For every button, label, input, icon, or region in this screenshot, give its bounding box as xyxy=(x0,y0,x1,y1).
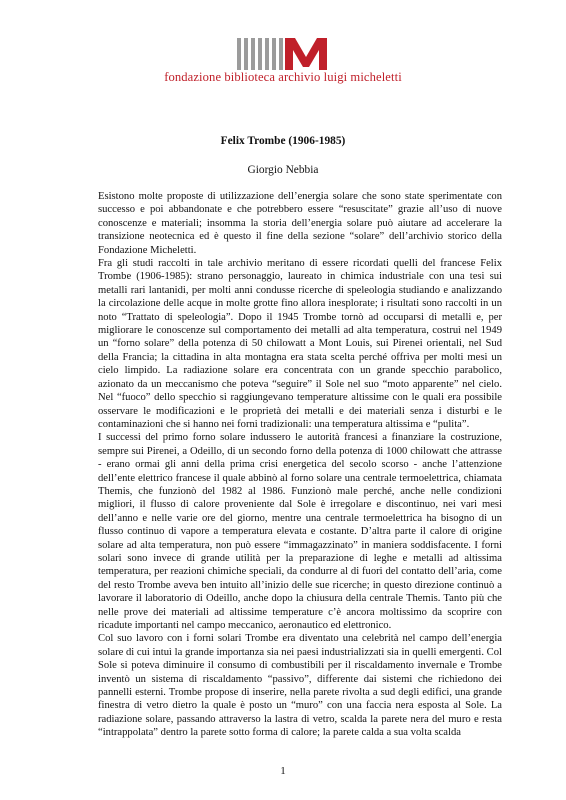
foundation-logo xyxy=(0,38,566,84)
logo-mark-icon xyxy=(237,38,329,70)
document-body xyxy=(98,190,502,740)
paragraph: I successi del primo forno solare indussero le autorità francesi a finanziare la costruzione, sempre sui Pirenei, a Odeillo, di un secondo forno della potenza di 1000 chilowatt che attrasse - erano ormai gli anni della prima crisi energetica del secolo scorso - anche l’attenzione dell’ente elettrico francese il quale abbinò al forno solare una centrale termoelettrica, chiamata Themis, che funzionò del 1982 al 1986. Funzionò male perché, anche nelle condizioni migliori, il flusso di calore proveniente dal Sole è irregolare e discontinuo, nei vari mesi dell’anno e nelle varie ore del giorno, mentre una centrale termoelettrica ha bisogno di un flusso continuo di vapore a temperatura elevata e costante. D’altra parte il calore di origine solare ad alta temperatura, non può essere “immagazzinato” in maniera soddisfacente. I forni solari sono invece di grande utilità per la preparazione di leghe e metalli ad altissima temperatura, per reazioni chimiche speciali, da condurre al di fuori del contatto dell’aria, come del resto Trombe aveva ben intuito all’inizio delle sue ricerche; in questo direzione continuò a lavorare il laboratorio di Odeillo, anche dopo la chiusura della centrale Themis. Tanto più che nelle prove dei materiali ad altissime temperature c’è ancora moltissimo da scoprire con ricadute importanti nel campo meccanico, aeronautico ed elettronico. xyxy=(98,432,502,631)
document-author: Giorgio Nebbia xyxy=(247,164,319,176)
paragraph: Fra gli studi raccolti in tale archivio meritano di essere ricordati quelli del francese Felix Trombe (1906-1985): strano personaggio, laureato in chimica industriale con una tesi sui metalli rari lantanidi, per molti anni condusse ricerche di speleologia studiando e analizzando la circolazione delle acque in molte grotte fino allora inesplorate; i risultati sono raccolti in un noto “Trattato di speleologia”. Dopo il 1945 Trombe tornò ad occuparsi di metalli e, per migliorare le conoscenze sul comportamento dei metalli ad alta temperatura, costruì nel 1949 un “forno solare” della potenza di 50 chilowatt a Mont Louis, sui Pirenei orientali, nel Sud della Francia; la cittadina in alta montagna era stata scelta perché offriva per molti mesi un cielo limpido. La radiazione solare era concentrata con un grande specchio parabolico, azionato da un meccanismo che poteva “seguire” il Sole nel suo “moto apparente” nel cielo. Nel “fuoco” dello specchio si raggiungevano temperature altissime con le quali era possibile osservare le modificazioni e le proprietà dei metalli e dei materiali senza i disturbi e le contaminazioni che si hanno nei forni tradizionali: una temperatura altissima e “pulita”. xyxy=(98,258,502,430)
page-number: 1 xyxy=(280,765,286,777)
paragraph: Col suo lavoro con i forni solari Trombe era diventato una celebrità nel campo dell’energia solare di cui intuì la grande importanza sia nei paesi industrializzati sia in quelli emergenti. Col Sole si poteva diminuire il consumo di combustibili per il riscaldamento invernale e Trombe inventò un sistema di riscaldamento “passivo”, differente dai sistemi che richiedono dei pannelli esterni. Trombe propose di inserire, nella parete rivolta a sud degli edifici, una grande finestra di vetro dietro la quale è posto un “muro” con una faccia nera esposta al Sole. La radiazione solare, passando attraverso la lastra di vetro, scalda la parete nera del muro e resta “intrappolata” dentro la parete sotto forma di calore; la parete calda a sua volta scalda xyxy=(98,633,502,739)
document-title: Felix Trombe (1906-1985) xyxy=(220,135,346,147)
paragraph: Esistono molte proposte di utilizzazione dell’energia solare che sono state sperimentate con successo e poi abbandonate e che potrebbero essere “resuscitate” grazie all’uso di nuove conoscenze e materiali; insomma la storia dell’energia solare può aiutare ad accelerare la transizione neotecnica ed è questo il fine della sezione “solare” dell’archivio storico della Fondazione Micheletti. xyxy=(98,191,502,256)
logo-text: fondazione biblioteca archivio luigi micheletti xyxy=(164,70,402,84)
